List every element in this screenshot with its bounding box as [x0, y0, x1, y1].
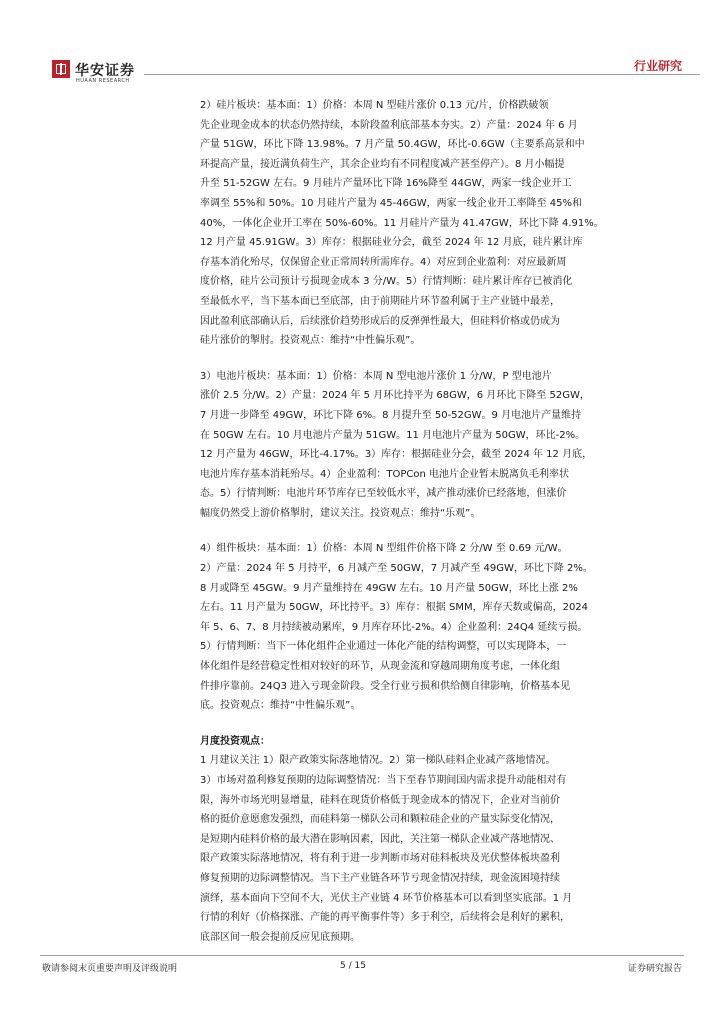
- text-line: 是短期内硅料价格的最大潜在影响因素，因此，关注第一梯队企业减产落地情况、: [200, 833, 560, 845]
- text-line: 5）行情判断：当下一体化组件企业通过一体化产能的结构调整，可以实现降本，一: [200, 641, 567, 653]
- text-line: 演绎，基本面向下空间不大，光伏主产业链 4 环节价格基本可以看到坚实底部。1 月: [200, 892, 573, 904]
- text-line: 件排序靠前。24Q3 进入亏现金阶段。受全行业亏损和供给侧自律影响，价格基本见: [200, 680, 571, 692]
- text-line: 体化组件是经营稳定性相对较好的环节，从现金流和穿越周期角度考虑，一体化组: [200, 661, 560, 673]
- text-line: 行情的利好（价格探涨、产能的再平衡事件等）多于利空，后续将会是利好的累积，: [200, 912, 570, 924]
- text-line: 幅度仍然受上游价格掣肘，建议关注。投资观点：维持“乐观”。: [200, 507, 481, 519]
- text-line: 底部区间一般会提前反应见底预期。: [200, 931, 360, 943]
- text-line: 4）组件板块：基本面：1）价格：本周 N 型组件价格下降 2 分/W 至 0.69 元/W。: [200, 543, 568, 555]
- text-line: 产量 51GW，环比下降 13.98%。7 月产量 50.4GW，环比-0.6GW（主要系高景和中: [200, 139, 585, 151]
- disclaimer-note: 敬请参阅末页重要声明及评级说明: [42, 964, 178, 974]
- text-line: 存基本消化殆尽，仅保留企业正常周转所需库存。4）对应到企业盈利：对应最新周: [200, 256, 567, 268]
- text-line: 至最低水平，当下基本面已至底部，由于前期硅片环节盈利属于主产业链中最差，: [200, 295, 560, 307]
- text-line: 限产政策实际落地情况，将有利于进一步判断市场对硅料板块及光伏整体板块盈利: [200, 853, 560, 865]
- text-line: 度价格，硅片公司预计亏损现金成本 3 分/W。5）行情判断：硅片累计库存已被消化: [200, 276, 573, 288]
- text-line: 年 5、6、7、8 月持续被动累库，9 月库存环比-2%。4）企业盈利：24Q4 延续亏损。: [200, 621, 588, 633]
- text-line: 修复预期的边际调整情况。当下主产业链各环节亏现金情况持续，现金流困境持续: [200, 872, 560, 884]
- text-line: 左右。11 月产量为 50GW，环比持平。3）库存：根据 SMM，库存天数或偏高，2024: [200, 602, 589, 614]
- report-body: [200, 96, 684, 947]
- header-divider: [144, 74, 700, 75]
- text-line: 1 月建议关注 1）限产政策实际落地情况。2）第一梯队硅料企业减产落地情况。: [200, 755, 556, 767]
- text-line: 8 月或降至 45GW。9 月产量维持在 49GW 左右。10 月产量 50GW，环比上涨 2%: [200, 582, 578, 594]
- section-tag: 行业研究: [633, 59, 682, 73]
- report-type: 证券研究报告: [627, 964, 682, 974]
- text-line: 40%，一体化企业开工率在 50%-60%。11 月硅片产量为 41.47GW，环比下降 4.91%。: [200, 217, 604, 229]
- text-line: 12 月产量 45.91GW。3）库存：根据硅业分会，截至 2024 年 12 月底，硅片累计库: [200, 237, 583, 249]
- text-line: 底。投资观点：维持“中性偏乐观”。: [200, 700, 361, 712]
- page-number: 5 / 15: [340, 961, 366, 971]
- text-line: 限，海外市场光明显增量，硅料在现货价格低于现金成本的情况下，企业对当前价: [200, 794, 560, 806]
- text-line: 3）电池片板块：基本面：1）价格：本周 N 型电池片涨价 1 分/W，P 型电池片: [200, 370, 552, 382]
- text-line: 态。5）行情判断：电池片环节库存已至较低水平，减产推动涨价已经落地，但涨价: [200, 488, 567, 500]
- text-line: 电池片库存基本消耗殆尽。4）企业盈利：TOPCon 电池片企业暂未脱离负毛利率状: [200, 468, 569, 480]
- text-line: 率调至 55%和 50%。10 月硅片产量为 45-46GW，两家一线企业开工率降至 45%和: [200, 197, 582, 209]
- text-line: 在 50GW 左右。10 月电池片产量为 51GW。11 月电池片产量为 50GW，环比-2%。: [200, 429, 586, 441]
- text-line: 2）硅片板块：基本面：1）价格：本周 N 型硅片涨价 0.13 元/片，价格跌破领: [200, 100, 549, 111]
- text-line: 因此盈利底部确认后，后续涨价趋势形成后的反弹弹性最大，但硅料价格或仍成为: [200, 315, 560, 327]
- cell-section: [200, 367, 684, 524]
- text-line: 格的挺价意愿愈发强烈，而硅料第一梯队公司和颗粒硅企业的产量实际变化情况，: [200, 814, 560, 826]
- brand-name-english: HUAAN RESEARCH: [76, 78, 130, 84]
- monthly-view-section: [200, 732, 684, 948]
- page-header: [0, 0, 724, 84]
- text-line: 升至 51-52GW 左右。9 月硅片产量环比下降 16%降至 44GW，两家一线企业开工: [200, 178, 572, 190]
- text-line: 12 月产量为 46GW，环比-4.17%。3）库存：根据硅业分会，截至 2024 年 12 月底，: [200, 449, 593, 461]
- text-line: 环提高产量，接近满负荷生产，其余企业均有不同程度减产甚至停产）。8 月小幅提: [200, 158, 565, 170]
- text-line: 2）产量：2024 年 5 月持平，6 月减产至 50GW，7 月减产至 49GW，环比下降 2%。: [200, 563, 593, 575]
- text-line: 涨价 2.5 分/W。2）产量：2024 年 5 月环比持平为 68GW，6 月环比下降至 52GW，: [200, 390, 590, 402]
- module-section: [200, 539, 684, 715]
- wafer-section: [200, 96, 684, 351]
- brand-name: 华安证券: [75, 63, 135, 79]
- text-line: 硅片涨价的掣肘。投资观点：维持“中性偏乐观”。: [200, 335, 421, 347]
- huaan-logo-icon: [52, 60, 70, 78]
- text-line: 先企业现金成本的状态仍然持续，本阶段盈利底部基本夯实。2）产量：2024 年 6 月: [200, 119, 578, 131]
- text-line: 3）市场对盈利修复预期的边际调整情况：当下至春节期间国内需求提升动能相对有: [200, 775, 567, 786]
- subheading: 月度投资观点：: [200, 735, 270, 747]
- footer-divider: [40, 955, 684, 956]
- text-line: 7 月进一步降至 49GW，环比下降 6%。8 月提升至 50-52GW。9 月电池片产量维持: [200, 409, 582, 421]
